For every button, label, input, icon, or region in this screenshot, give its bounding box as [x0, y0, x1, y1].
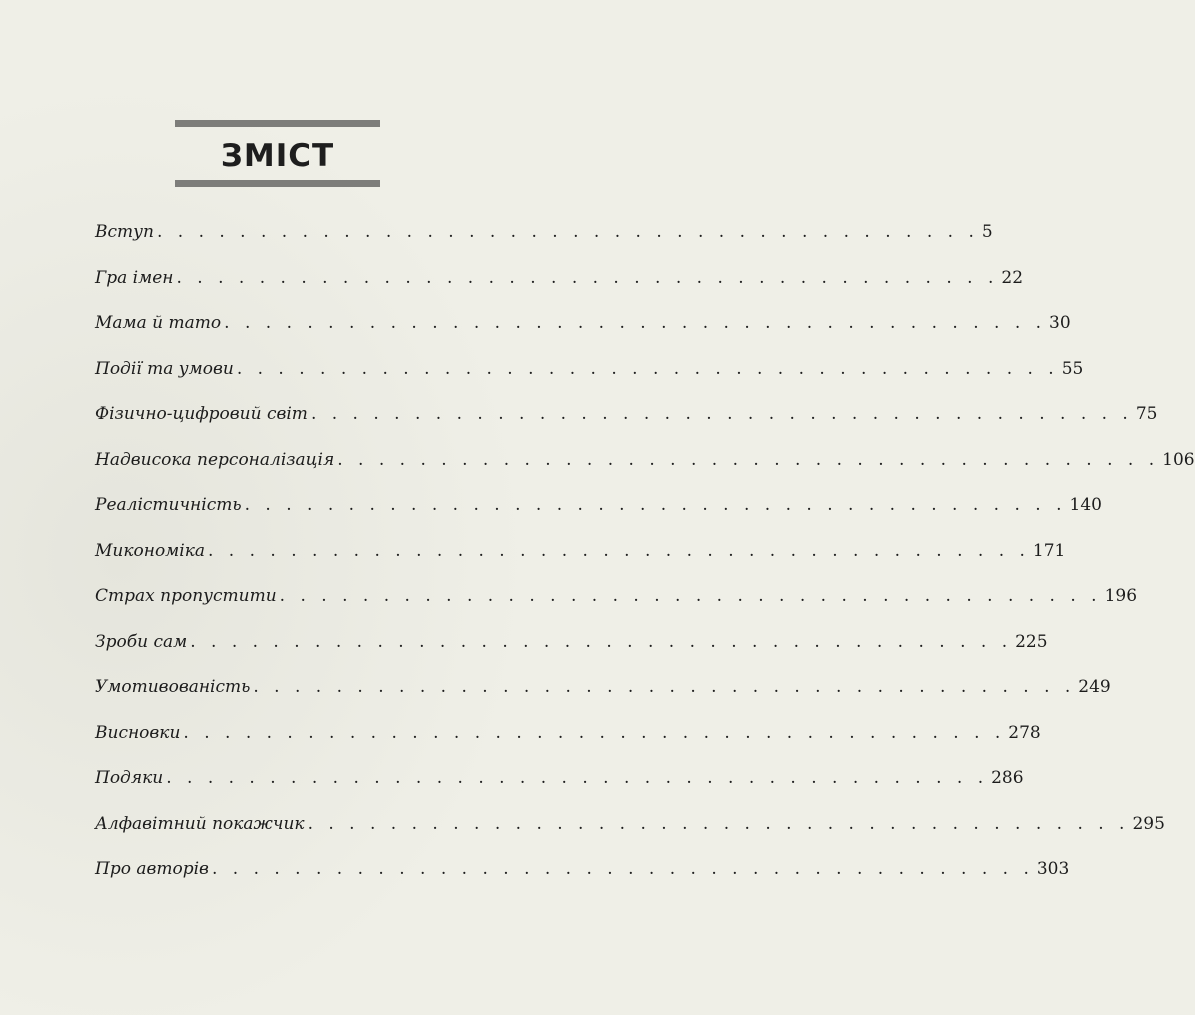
toc-entry[interactable]: [95, 631, 1048, 678]
toc-entry-title: Страх пропустити: [95, 586, 277, 606]
table-of-contents: [95, 222, 1195, 905]
toc-entry[interactable]: [95, 358, 1084, 405]
toc-entry-title: Фізично-цифровий світ: [95, 404, 308, 424]
heading-bottom-rule: [175, 180, 380, 187]
dot-leader: . . . . . . . . . . . . . . . . . . . . . . . . . . . . . . . . . . . . . . . .: [337, 449, 1160, 470]
heading-top-rule: [175, 120, 380, 127]
toc-entry[interactable]: [95, 813, 1165, 860]
toc-entry[interactable]: [95, 768, 1024, 814]
toc-entry-title: Алфавітний покажчик: [95, 813, 305, 834]
toc-entry-title: Про авторів: [95, 859, 209, 879]
toc-entry-page: 5: [981, 222, 993, 242]
toc-entry-page: 75: [1135, 404, 1158, 424]
dot-leader: . . . . . . . . . . . . . . . . . . . . . . . . . . . . . . . . . . . . . . . .: [224, 313, 1047, 333]
toc-entry-page: 286: [991, 768, 1024, 788]
toc-entry-page: 295: [1132, 813, 1165, 834]
toc-entry-title: Надвисока персоналізація: [95, 449, 335, 470]
toc-entry-page: 225: [1015, 631, 1048, 652]
toc-entry-page: 171: [1032, 540, 1066, 561]
dot-leader: . . . . . . . . . . . . . . . . . . . . . . . . . . . . . . . . . . . . . . . .: [307, 813, 1130, 834]
toc-entry-title: Гра імен: [95, 267, 174, 288]
toc-entry-page: 30: [1049, 313, 1071, 333]
toc-entry-page: 249: [1078, 677, 1111, 697]
dot-leader: . . . . . . . . . . . . . . . . . . . . . . . . . . . . . . . . . . . . . . . .: [310, 404, 1133, 424]
toc-entry[interactable]: [95, 677, 1111, 723]
toc-entry[interactable]: [95, 222, 993, 268]
toc-entry-page: 55: [1061, 358, 1084, 379]
toc-entry[interactable]: [95, 722, 1041, 769]
toc-entry[interactable]: [95, 313, 1071, 359]
toc-entry[interactable]: [95, 449, 1195, 496]
toc-entry-page: 106: [1162, 449, 1195, 470]
toc-entry[interactable]: [95, 859, 1070, 905]
toc-entry-page: 303: [1036, 859, 1070, 879]
toc-entry[interactable]: [95, 495, 1102, 541]
toc-entry-title: Подяки: [95, 768, 164, 788]
dot-leader: . . . . . . . . . . . . . . . . . . . . . . . . . . . . . . . . . . . . . . . .: [208, 540, 1030, 561]
dot-leader: . . . . . . . . . . . . . . . . . . . . . . . . . . . . . . . . . . . . . . . .: [211, 859, 1034, 879]
toc-entry[interactable]: [95, 267, 1024, 314]
toc-entry-title: Події та умови: [95, 358, 234, 379]
dot-leader: . . . . . . . . . . . . . . . . . . . . . . . . . . . . . . . . . . . . . . . .: [253, 677, 1076, 697]
toc-entry-title: Зроби сам: [95, 631, 188, 652]
toc-entry-title: Вступ: [95, 222, 154, 242]
toc-entry-page: 22: [1001, 267, 1024, 288]
dot-leader: . . . . . . . . . . . . . . . . . . . . . . . . . . . . . . . . . . . . . . . .: [156, 222, 979, 242]
toc-entry[interactable]: [95, 586, 1138, 632]
dot-leader: . . . . . . . . . . . . . . . . . . . . . . . . . . . . . . . . . . . . . . . .: [166, 768, 989, 788]
toc-entry[interactable]: [95, 404, 1158, 450]
toc-entry[interactable]: [95, 540, 1066, 587]
toc-entry-title: Умотивованість: [95, 677, 251, 697]
toc-entry-title: Реалістичність: [95, 495, 242, 515]
dot-leader: . . . . . . . . . . . . . . . . . . . . . . . . . . . . . . . . . . . . . . . .: [190, 631, 1013, 652]
dot-leader: . . . . . . . . . . . . . . . . . . . . . . . . . . . . . . . . . . . . . . . .: [279, 586, 1102, 606]
dot-leader: . . . . . . . . . . . . . . . . . . . . . . . . . . . . . . . . . . . . . . . .: [244, 495, 1067, 515]
page-title: ЗМІСТ: [220, 138, 335, 174]
dot-leader: . . . . . . . . . . . . . . . . . . . . . . . . . . . . . . . . . . . . . . . .: [236, 358, 1059, 379]
toc-entry-page: 278: [1008, 722, 1041, 743]
dot-leader: . . . . . . . . . . . . . . . . . . . . . . . . . . . . . . . . . . . . . . . .: [183, 722, 1006, 743]
toc-entry-title: Висновки: [95, 722, 181, 743]
toc-entry-title: Микономіка: [95, 540, 205, 561]
toc-entry-page: 196: [1104, 586, 1138, 606]
dot-leader: . . . . . . . . . . . . . . . . . . . . . . . . . . . . . . . . . . . . . . . .: [176, 267, 999, 288]
toc-entry-page: 140: [1069, 495, 1102, 515]
toc-entry-title: Мама й тато: [95, 313, 222, 333]
